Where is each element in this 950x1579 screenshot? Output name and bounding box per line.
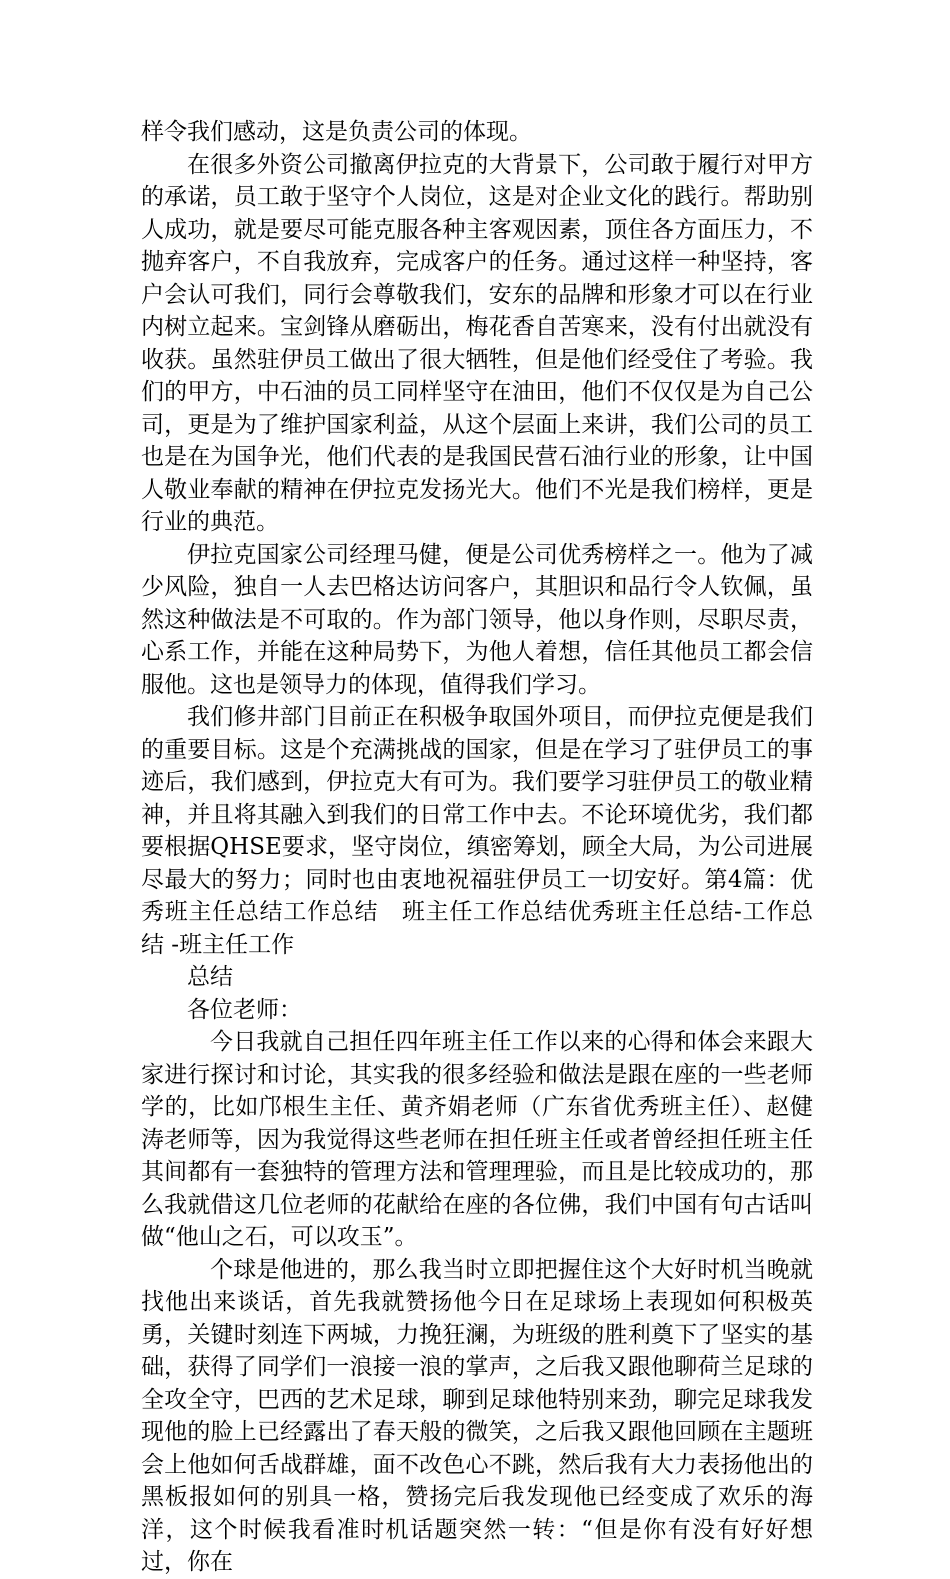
paragraph-continuation: 样令我们感动，这是负责公司的体现。 bbox=[141, 119, 532, 145]
document-page bbox=[141, 116, 813, 1579]
paragraph-manager-example: 伊拉克国家公司经理马健，便是公司优秀榜样之一。他为了减少风险，独自一人去巴格达访问客户，其胆识和品行令人钦佩，虽然这种做法是不可取的。作为部门领导，他以身作则，尽职尽责，心系工作，并能在这种局势下，为他人着想，信任其他员工都会信服他。这也是领导力的体现，值得我们学习。 bbox=[141, 541, 813, 698]
paragraph-student-talk: 个球是他进的，那么我当时立即把握住这个大好时机当晚就找他出来谈话，首先我就赞扬他今日在足球场上表现如何积极英勇，关键时刻连下两城，力挽狂澜，为班级的胜利奠下了坚实的基础，获得了同学们一浪接一浪的掌声，之后我又跟他聊荷兰足球的全攻全守，巴西的艺术足球，聊到足球他特别来劲，聊完足球我发现他的脸上已经露出了春天般的微笑，之后我又跟他回顾在主题班会上他如何舌战群雄，面不改色心不跳，然后我有大力表扬他出的黑板报如何的别具一格，赞扬完后我发现他已经变成了欢乐的海洋，这个时候我看准时机话题突然一转：“但是你有没有好好想过，你在 bbox=[141, 1256, 813, 1575]
paragraph-teacher-experience: 今日我就自己担任四年班主任工作以来的心得和体会来跟大家进行探讨和讨论，其实我的很多经验和做法是跟在座的一些老师学的，比如邝根生主任、黄齐娟老师（广东省优秀班主任）、赵健涛老师等，因为我觉得这些老师在担任班主任或者曾经担任班主任其间都有一套独特的管理方法和管理理验，而且是比较成功的，那么我就借这几位老师的花献给在座的各位佛，我们中国有句古话叫做“他山之石，可以攻玉”。 bbox=[141, 1029, 813, 1250]
paragraph-salutation: 各位老师： bbox=[187, 996, 302, 1023]
paragraph-summary-heading: 总结 bbox=[187, 964, 233, 990]
paragraph-iraq-commitment: 在很多外资公司撤离伊拉克的大背景下，公司敢于履行对甲方的承诺，员工敢于坚守个人岗位，这是对企业文化的践行。帮助别人成功，就是要尽可能克服各种主客观因素，顶住各方面压力，不抛弃客户，不自我放弃，完成客户的任务。通过这样一种坚持，客户会认可我们，同行会尊敬我们，安东的品牌和形象才可以在行业内树立起来。宝剑锋从磨砺出，梅花香自苦寒来，没有付出就没有收获。虽然驻伊员工做出了很大牺牲，但是他们经受住了考验。我们的甲方，中石油的员工同样坚守在油田，他们不仅仅是为自己公司，更是为了维护国家利益，从这个层面上来讲，我们公司的员工也是在为国争光，他们代表的是我国民营石油行业的形象，让中国人敬业奉献的精神在伊拉克发扬光大。他们不光是我们榜样，更是行业的典范。 bbox=[141, 151, 813, 535]
paragraph-workover-department: 我们修井部门目前正在积极争取国外项目，而伊拉克便是我们的重要目标。这是个充满挑战的国家，但是在学习了驻伊员工的事迹后，我们感到，伊拉克大有可为。我们要学习驻伊员工的敬业精神，并且将其融入到我们的日常工作中去。不论环境优劣，我们都要根据QHSE要求，坚守岗位，缜密筹划，顾全大局，为公司进展尽最大的努力；同时也由衷地祝福驻伊员工一切安好。第4篇：优秀班主任总结工作总结 班主任工作总结优秀班主任总结-工作总结 -班主任工作 bbox=[141, 704, 813, 958]
